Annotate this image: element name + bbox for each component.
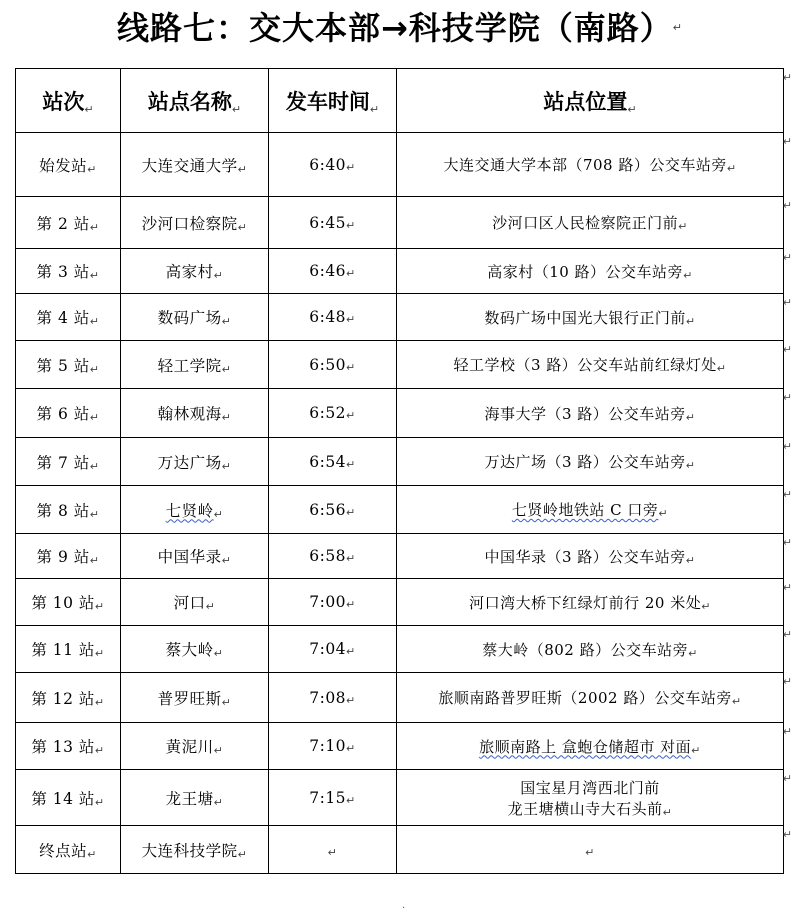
cell-stop-name: 蔡大岭↵ xyxy=(121,626,269,673)
cell-stop-name: 轻工学院↵ xyxy=(121,341,269,389)
cell-departure-time: 7:04↵ xyxy=(269,626,397,673)
cell-departure-time: 6:54↵ xyxy=(269,438,397,486)
table-row xyxy=(16,197,784,249)
cell-stop: 第 13 站↵ xyxy=(16,723,121,770)
table-row xyxy=(16,626,784,673)
row-end-mark-icon: ↵ xyxy=(782,580,792,594)
cell-stop-name: 龙王塘↵ xyxy=(121,770,269,826)
cell-location: 海事大学（3 路）公交车站旁↵ xyxy=(397,389,784,438)
cell-departure-time: 7:00↵ xyxy=(269,579,397,626)
header-name: 站点名称↵ xyxy=(121,69,269,133)
document-title xyxy=(0,6,800,50)
row-end-mark-icon: ↵ xyxy=(782,487,792,501)
row-end-mark-icon: ↵ xyxy=(782,390,792,404)
header-location: 站点位置↵ xyxy=(397,69,784,133)
cell-departure-time: 6:56↵ xyxy=(269,486,397,534)
cell-stop: 第 3 站↵ xyxy=(16,249,121,294)
cell-departure-time: 6:50↵ xyxy=(269,341,397,389)
row-end-mark-icon: ↵ xyxy=(782,827,792,841)
table-row xyxy=(16,294,784,341)
cell-location: 河口湾大桥下红绿灯前行 20 米处↵ xyxy=(397,579,784,626)
cell-stop: 终点站↵ xyxy=(16,826,121,874)
row-end-mark-icon: ↵ xyxy=(782,198,792,212)
cell-stop: 第 10 站↵ xyxy=(16,579,121,626)
cell-departure-time: 6:46↵ xyxy=(269,249,397,294)
cell-stop-name: 黄泥川↵ xyxy=(121,723,269,770)
trailing-paragraph-mark: . xyxy=(402,900,406,911)
table-header-row xyxy=(16,69,784,133)
header-time: 发车时间↵ xyxy=(269,69,397,133)
row-end-mark-icon: ↵ xyxy=(782,439,792,453)
cell-stop: 始发站↵ xyxy=(16,133,121,197)
cell-location: 轻工学校（3 路）公交车站前红绿灯处↵ xyxy=(397,341,784,389)
route-schedule-table xyxy=(15,68,784,874)
cell-departure-time: 7:15↵ xyxy=(269,770,397,826)
table-row xyxy=(16,723,784,770)
cell-stop: 第 5 站↵ xyxy=(16,341,121,389)
table-row xyxy=(16,673,784,723)
cell-stop-name: 高家村↵ xyxy=(121,249,269,294)
cell-location: 万达广场（3 路）公交车站旁↵ xyxy=(397,438,784,486)
cell-stop: 第 4 站↵ xyxy=(16,294,121,341)
table-row xyxy=(16,579,784,626)
row-end-mark-icon: ↵ xyxy=(782,342,792,356)
row-end-mark-icon: ↵ xyxy=(782,724,792,738)
cell-stop-name: 七贤岭↵ xyxy=(121,486,269,534)
cell-stop-name: 河口↵ xyxy=(121,579,269,626)
cell-departure-time: 7:10↵ xyxy=(269,723,397,770)
cell-stop-name: 万达广场↵ xyxy=(121,438,269,486)
row-end-mark-icon: ↵ xyxy=(782,250,792,264)
table-row xyxy=(16,341,784,389)
cell-location: 中国华录（3 路）公交车站旁↵ xyxy=(397,534,784,579)
table-row xyxy=(16,826,784,874)
cell-location: 旅顺南路上 盒蚫仓储超市 对面↵ xyxy=(397,723,784,770)
row-end-mark-icon: ↵ xyxy=(782,771,792,785)
cell-stop: 第 14 站↵ xyxy=(16,770,121,826)
cell-location: 蔡大岭（802 路）公交车站旁↵ xyxy=(397,626,784,673)
row-end-mark-icon: ↵ xyxy=(782,674,792,688)
cell-stop-name: 翰林观海↵ xyxy=(121,389,269,438)
cell-stop: 第 11 站↵ xyxy=(16,626,121,673)
table-row xyxy=(16,133,784,197)
cell-stop: 第 6 站↵ xyxy=(16,389,121,438)
header-stop: 站次↵ xyxy=(16,69,121,133)
cell-stop: 第 2 站↵ xyxy=(16,197,121,249)
cell-departure-time: 6:48↵ xyxy=(269,294,397,341)
table-row xyxy=(16,438,784,486)
cell-stop-name: 中国华录↵ xyxy=(121,534,269,579)
row-end-mark-icon: ↵ xyxy=(782,70,792,84)
cell-stop-name: 数码广场↵ xyxy=(121,294,269,341)
cell-stop: 第 8 站↵ xyxy=(16,486,121,534)
cell-location: 大连交通大学本部（708 路）公交车站旁↵ xyxy=(397,133,784,197)
cell-stop: 第 7 站↵ xyxy=(16,438,121,486)
cell-location: 数码广场中国光大银行正门前↵ xyxy=(397,294,784,341)
cell-location: 高家村（10 路）公交车站旁↵ xyxy=(397,249,784,294)
cell-stop-name: 大连科技学院↵ xyxy=(121,826,269,874)
table-row xyxy=(16,389,784,438)
cell-departure-time: 6:52↵ xyxy=(269,389,397,438)
cell-stop: 第 12 站↵ xyxy=(16,673,121,723)
cell-departure-time: 7:08↵ xyxy=(269,673,397,723)
table-row xyxy=(16,249,784,294)
cell-departure-time: 6:45↵ xyxy=(269,197,397,249)
cell-departure-time: 6:58↵ xyxy=(269,534,397,579)
cell-location: 沙河口区人民检察院正门前↵ xyxy=(397,197,784,249)
table-row xyxy=(16,486,784,534)
cell-location: 旅顺南路普罗旺斯（2002 路）公交车站旁↵ xyxy=(397,673,784,723)
row-end-mark-icon: ↵ xyxy=(782,535,792,549)
table-row xyxy=(16,534,784,579)
cell-stop: 第 9 站↵ xyxy=(16,534,121,579)
title-text: 线路七：交大本部→科技学院（南路） xyxy=(116,9,673,47)
table-row xyxy=(16,770,784,826)
cell-location: ↵ xyxy=(397,826,784,874)
row-end-mark-icon: ↵ xyxy=(782,627,792,641)
cell-stop-name: 大连交通大学↵ xyxy=(121,133,269,197)
row-end-mark-icon: ↵ xyxy=(782,295,792,309)
cell-stop-name: 普罗旺斯↵ xyxy=(121,673,269,723)
cell-location: 七贤岭地铁站 C 口旁↵ xyxy=(397,486,784,534)
row-end-mark-icon: ↵ xyxy=(782,134,792,148)
cell-stop-name: 沙河口检察院↵ xyxy=(121,197,269,249)
paragraph-mark-icon: ↵ xyxy=(672,21,684,34)
cell-location: 国宝星月湾西北门前 龙王塘横山寺大石头前↵ xyxy=(397,770,784,826)
cell-departure-time: ↵ xyxy=(269,826,397,874)
cell-departure-time: 6:40↵ xyxy=(269,133,397,197)
